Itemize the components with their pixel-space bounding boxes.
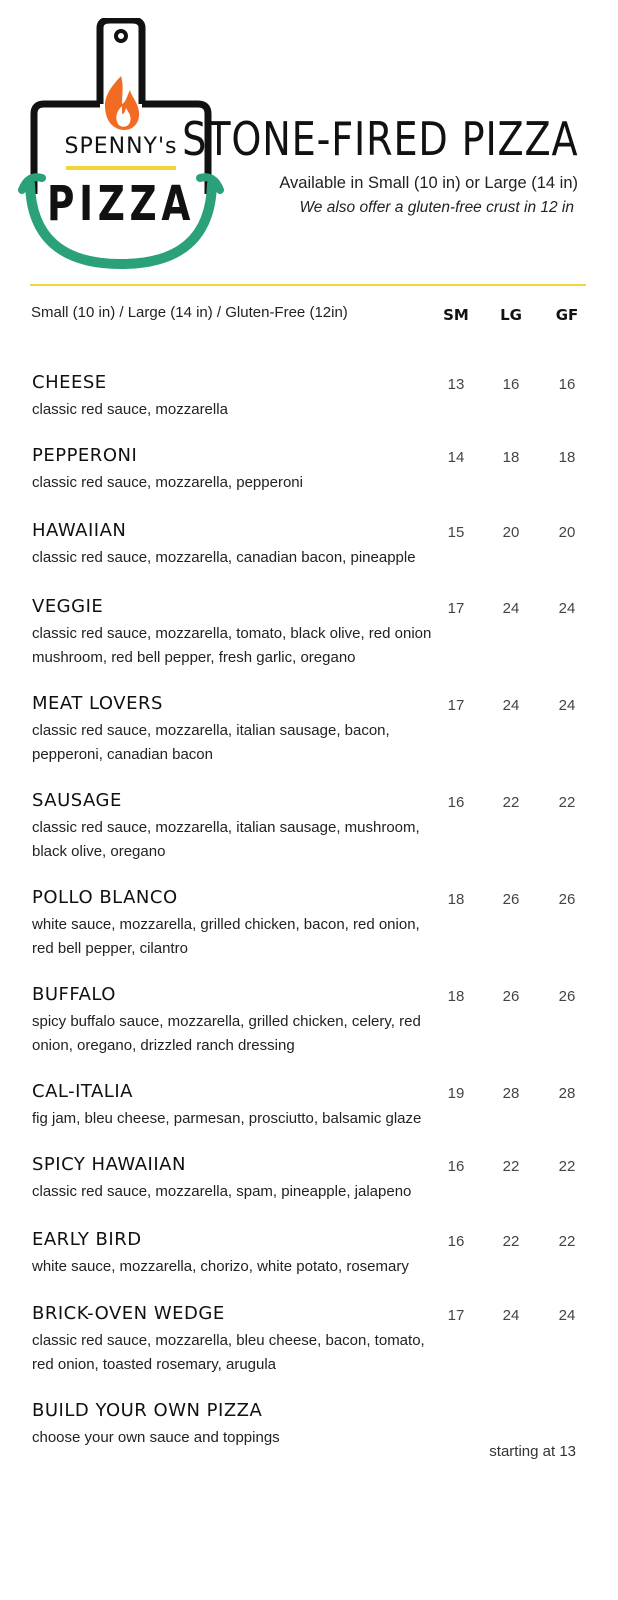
- size-availability: Available in Small (10 in) or Large (14 in): [279, 174, 578, 192]
- price-lg: 28: [502, 1085, 520, 1102]
- price-gf: 22: [558, 1233, 576, 1250]
- price-lg: 24: [502, 697, 520, 714]
- column-header-gf: GF: [555, 306, 579, 324]
- header-divider: [30, 284, 586, 286]
- price-lg: 22: [502, 1158, 520, 1175]
- item-description: classic red sauce, mozzarella, tomato, black olive, red onion mushroom, red bell pepper, fresh garlic, oregano: [32, 625, 432, 666]
- gluten-free-note: We also offer a gluten-free crust in 12 in: [299, 199, 574, 216]
- menu-header: [0, 0, 618, 290]
- price-gf: 26: [558, 988, 576, 1005]
- price-lg: 22: [502, 794, 520, 811]
- price-gf: 22: [558, 794, 576, 811]
- item-description: classic red sauce, mozzarella, bleu cheese, bacon, tomato, red onion, toasted rosemary, arugula: [32, 1332, 425, 1373]
- item-name: BUILD YOUR OWN PIZZA: [32, 1400, 263, 1421]
- item-description: choose your own sauce and toppings: [32, 1429, 280, 1446]
- item-description: white sauce, mozzarella, grilled chicken, bacon, red onion, red bell pepper, cilantro: [32, 916, 420, 957]
- price-sm: 16: [447, 1158, 465, 1175]
- item-name: VEGGIE: [32, 596, 104, 617]
- item-name: MEAT LOVERS: [32, 693, 163, 714]
- price-sm: 16: [447, 794, 465, 811]
- column-header-lg: LG: [500, 306, 522, 324]
- price-lg: 20: [502, 524, 520, 541]
- price-lg: 26: [502, 988, 520, 1005]
- item-name: SPICY HAWAIIAN: [32, 1154, 186, 1175]
- page-title: STONE-FIRED PIZZA: [181, 112, 578, 166]
- item-description: classic red sauce, mozzarella, italian sausage, mushroom, black olive, oregano: [32, 819, 420, 860]
- item-description: classic red sauce, mozzarella, pepperoni: [32, 474, 303, 491]
- size-legend: Small (10 in) / Large (14 in) / Gluten-Free (12in): [31, 304, 348, 321]
- price-gf: 22: [558, 1158, 576, 1175]
- price-sm: 19: [447, 1085, 465, 1102]
- price-gf: 24: [558, 1307, 576, 1324]
- item-name: PEPPERONI: [32, 445, 138, 466]
- item-name: CAL-ITALIA: [32, 1081, 133, 1102]
- item-name: POLLO BLANCO: [32, 887, 178, 908]
- build-your-own-price: starting at 13: [489, 1443, 576, 1460]
- item-name: HAWAIIAN: [32, 520, 127, 541]
- price-lg: 24: [502, 1307, 520, 1324]
- item-description: white sauce, mozzarella, chorizo, white potato, rosemary: [32, 1258, 409, 1275]
- price-lg: 18: [502, 449, 520, 466]
- price-gf: 18: [558, 449, 576, 466]
- price-gf: 26: [558, 891, 576, 908]
- price-lg: 26: [502, 891, 520, 908]
- price-gf: 20: [558, 524, 576, 541]
- price-lg: 22: [502, 1233, 520, 1250]
- column-header-sm: SM: [443, 306, 469, 324]
- item-name: BUFFALO: [32, 984, 116, 1005]
- price-lg: 24: [502, 600, 520, 617]
- price-sm: 17: [447, 697, 465, 714]
- logo-top-text: SPENNY's: [64, 134, 178, 159]
- price-gf: 24: [558, 600, 576, 617]
- price-sm: 17: [447, 600, 465, 617]
- price-gf: 28: [558, 1085, 576, 1102]
- price-sm: 15: [447, 524, 465, 541]
- price-lg: 16: [502, 376, 520, 393]
- item-description: spicy buffalo sauce, mozzarella, grilled chicken, celery, red onion, oregano, drizzled ranch dressing: [32, 1013, 421, 1054]
- item-name: SAUSAGE: [32, 790, 122, 811]
- price-sm: 13: [447, 376, 465, 393]
- price-sm: 14: [447, 449, 465, 466]
- item-description: fig jam, bleu cheese, parmesan, prosciutto, balsamic glaze: [32, 1110, 422, 1127]
- price-gf: 16: [558, 376, 576, 393]
- price-sm: 18: [447, 988, 465, 1005]
- item-name: EARLY BIRD: [32, 1229, 142, 1250]
- item-description: classic red sauce, mozzarella, italian sausage, bacon, pepperoni, canadian bacon: [32, 722, 390, 763]
- item-name: CHEESE: [32, 372, 107, 393]
- item-description: classic red sauce, mozzarella: [32, 401, 228, 418]
- item-description: classic red sauce, mozzarella, canadian bacon, pineapple: [32, 549, 416, 566]
- price-gf: 24: [558, 697, 576, 714]
- price-sm: 17: [447, 1307, 465, 1324]
- price-sm: 16: [447, 1233, 465, 1250]
- item-description: classic red sauce, mozzarella, spam, pineapple, jalapeno: [32, 1183, 412, 1200]
- logo-main-text: PIZZA: [46, 176, 196, 232]
- item-name: BRICK-OVEN WEDGE: [32, 1303, 225, 1324]
- price-sm: 18: [447, 891, 465, 908]
